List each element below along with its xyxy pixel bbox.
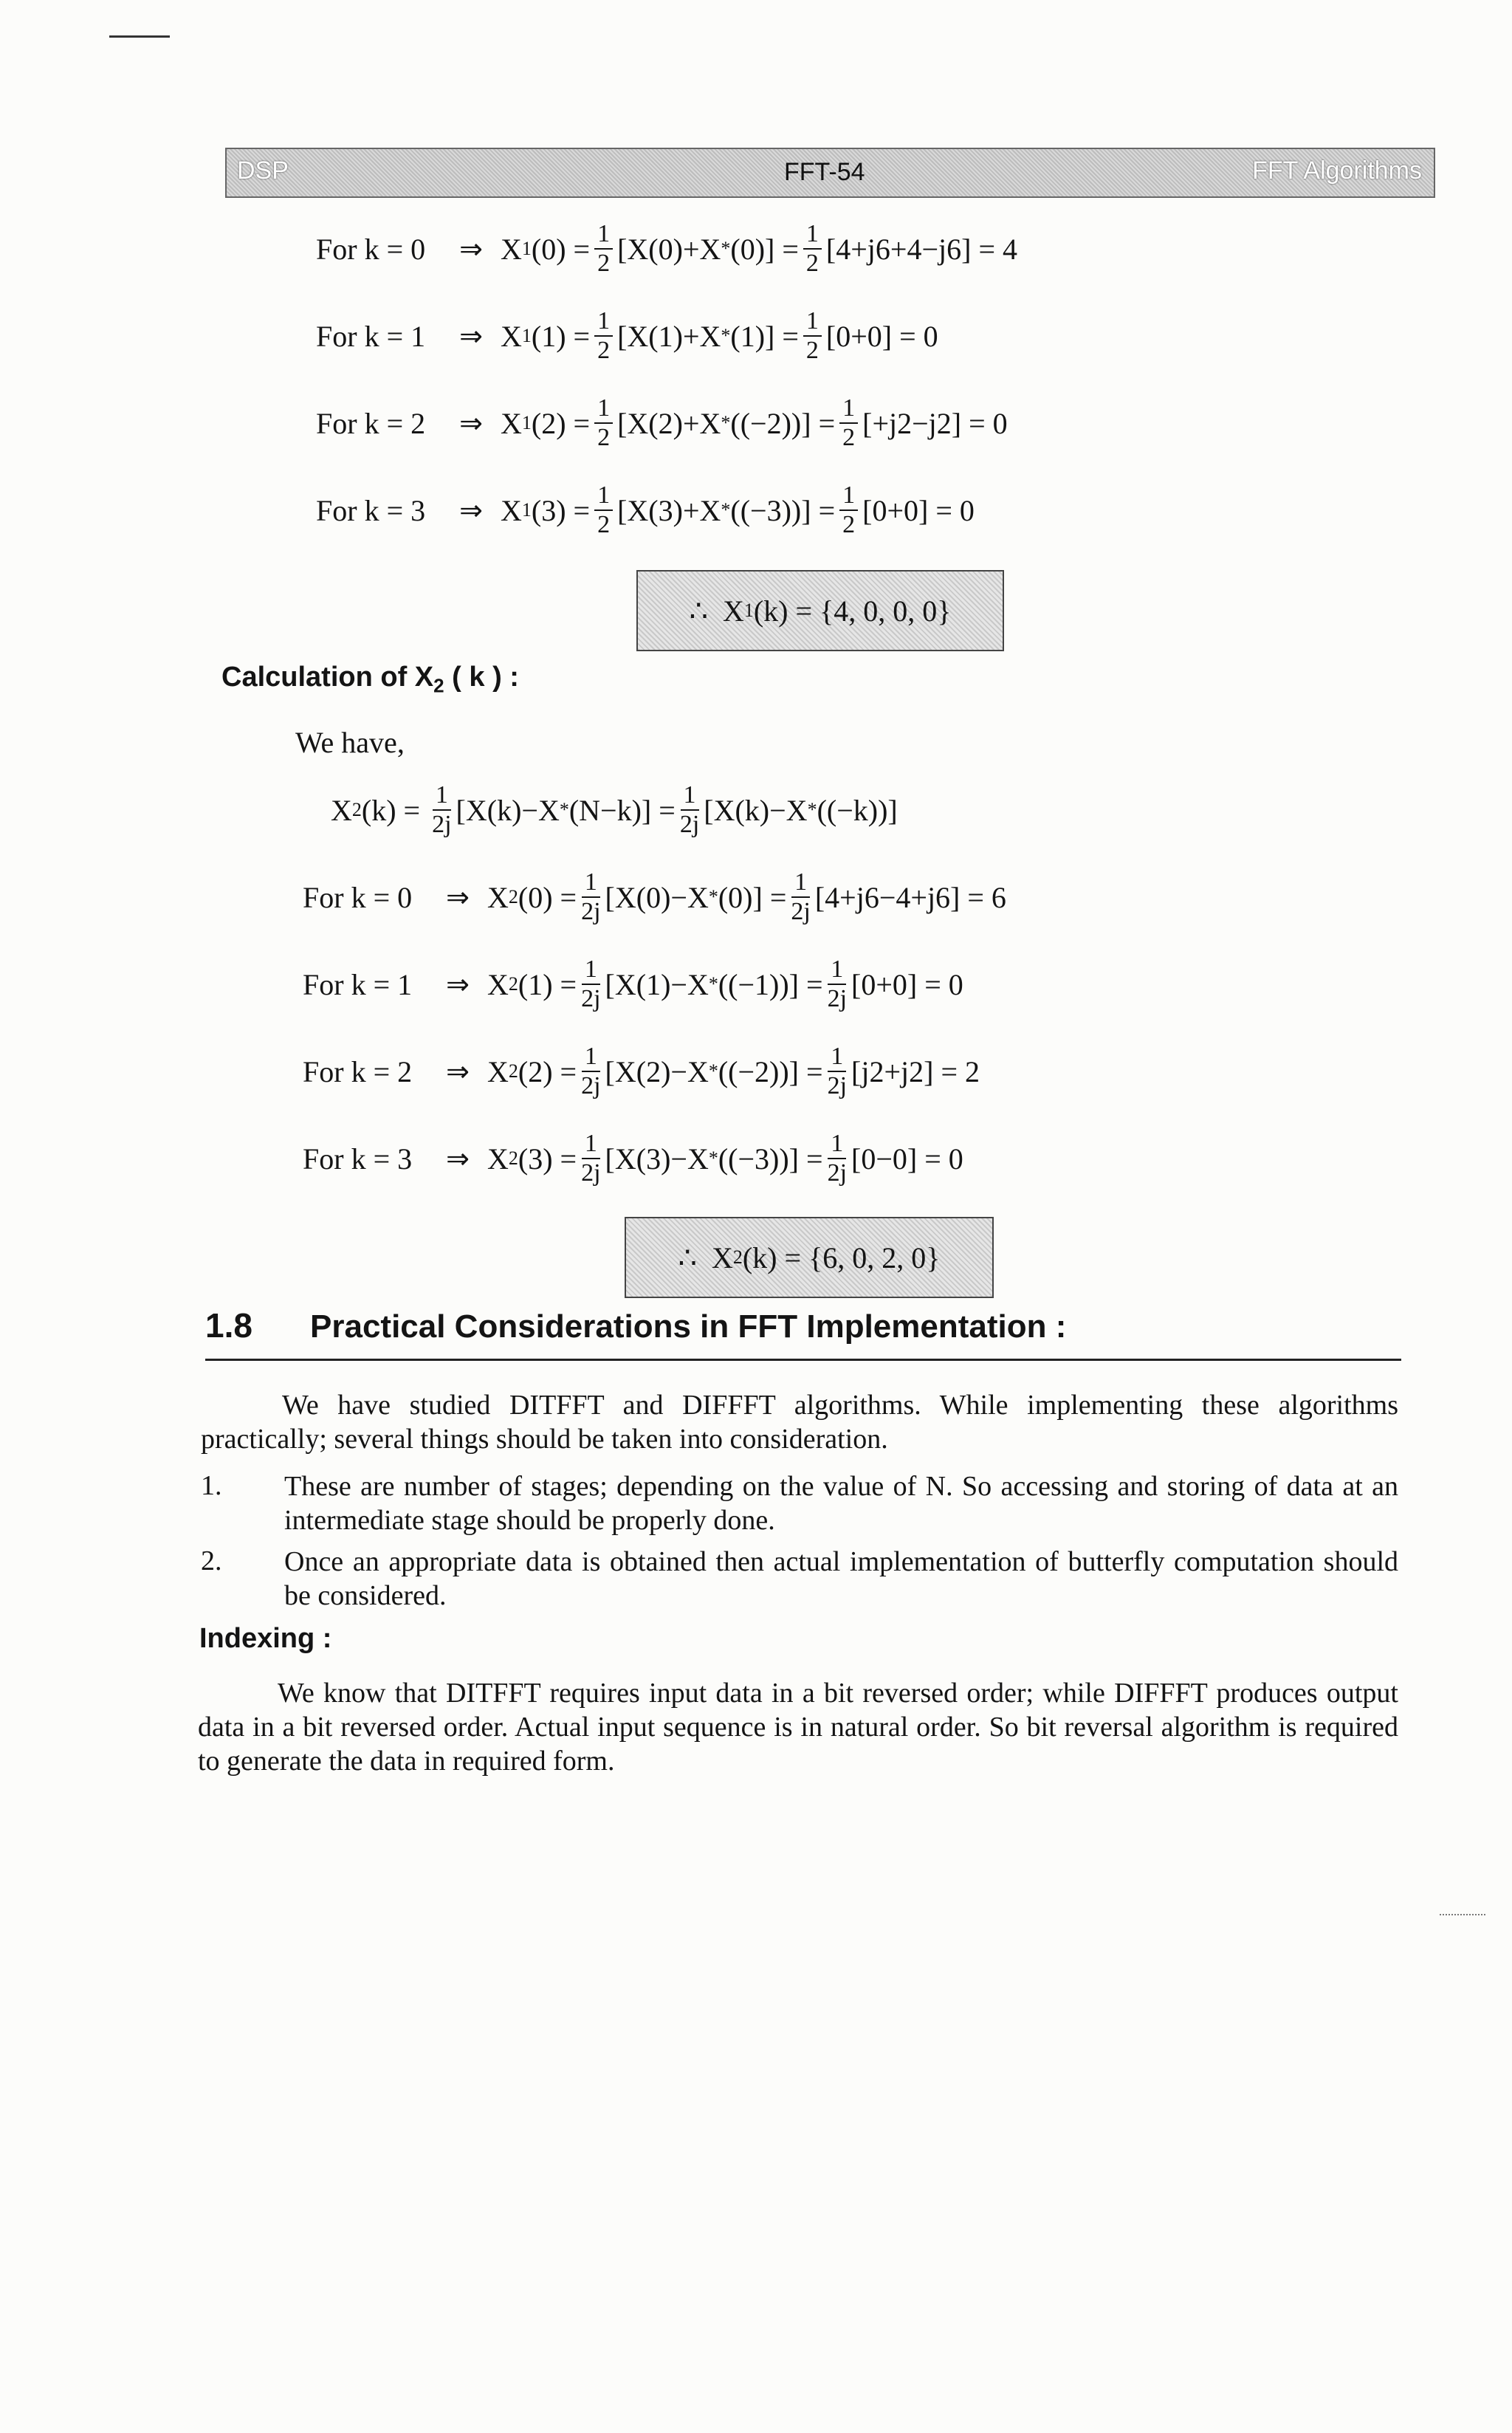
- header-subject: DSP: [237, 157, 289, 185]
- x2-row-0: For k = 0 ⇒ X 2 (0) = $\frac{1}{2j}$ [X(0)−X * (0)] = $\frac{1}{2j}$ [4+j6−4+j6] = 6: [303, 868, 1006, 925]
- one-over-2j-fraction: $\frac{1}{2j}$: [581, 868, 601, 925]
- one-over-2j-fraction: $\frac{1}{2j}$: [581, 955, 601, 1012]
- one-over-2j-fraction: $\frac{1}{2j}$: [827, 1043, 848, 1099]
- x1-result-box: ∴ X 1 (k) = {4, 0, 0, 0}: [636, 570, 1004, 651]
- x1-row-1: For k = 1 ⇒ X 1 (1) = $\frac{1}{2}$ [X(1)+X * (1)] = $\frac{1}{2}$ [0+0] = 0: [316, 307, 938, 364]
- section-rule: [205, 1359, 1401, 1361]
- x1-row-0: For k = 0 ⇒ X 1 (0) = $\frac{1}{2}$ [X(0)+X * (0)] = $\frac{1}{2}$ [4+j6+4−j6] = 4: [316, 220, 1018, 277]
- intro-paragraph: We have studied DITFFT and DIFFFT algorithms. While implementing these algorithms practically; several things should be taken into consideration.: [201, 1390, 1398, 1455]
- header-page-number: FFT-54: [784, 158, 865, 186]
- one-over-2j-fraction: $\frac{1}{2j}$: [827, 955, 848, 1012]
- x2-row-3: For k = 3 ⇒ X 2 (3) = $\frac{1}{2j}$ [X(3)−X * ((−3))] = $\frac{1}{2j}$ [0−0] = 0: [303, 1130, 963, 1187]
- one-over-2j-fraction: $\frac{1}{2j}$: [679, 781, 700, 838]
- we-have-text: We have,: [295, 726, 405, 759]
- half-fraction: $\frac{1}{2}$: [803, 222, 822, 276]
- section-title: Practical Considerations in FFT Implementation :: [310, 1308, 1067, 1345]
- list-number-1: 1.: [201, 1470, 222, 1501]
- half-fraction: $\frac{1}{2}$: [594, 309, 613, 363]
- one-over-2j-fraction: $\frac{1}{2j}$: [581, 1130, 601, 1187]
- list-number-2: 2.: [201, 1545, 222, 1576]
- x2-result-box: ∴ X 2 (k) = {6, 0, 2, 0}: [625, 1217, 994, 1298]
- header-chapter: FFT Algorithms: [1252, 157, 1422, 185]
- section-number: 1.8: [205, 1306, 252, 1345]
- scan-mark: [109, 35, 170, 38]
- list-item-2: Once an appropriate data is obtained then actual implementation of butterfly computation should be considered.: [284, 1546, 1398, 1611]
- list-item-1: These are number of stages; depending on the value of N. So accessing and storing of data at an intermediate stage should be properly done.: [284, 1471, 1398, 1536]
- indexing-paragraph: We know that DITFFT requires input data in a bit reversed order; while DIFFFT produces output data in a bit reversed order. Actual input sequence is in natural order. So bit reversal algorithm is required to generate the data in required form.: [198, 1678, 1398, 1777]
- one-over-2j-fraction: $\frac{1}{2j}$: [791, 868, 811, 925]
- margin-mark: [1440, 1914, 1485, 1915]
- x2-row-2: For k = 2 ⇒ X 2 (2) = $\frac{1}{2j}$ [X(2)−X * ((−2))] = $\frac{1}{2j}$ [j2+j2] = 2: [303, 1043, 980, 1099]
- page-header-band: [225, 148, 1435, 198]
- x2-definition: X 2 (k) = $\frac{1}{2j}$ [X(k)−X * (N−k)] = $\frac{1}{2j}$ [X(k)−X * ((−k))]: [331, 781, 898, 838]
- indexing-heading: Indexing :: [199, 1623, 332, 1654]
- half-fraction: $\frac{1}{2}$: [839, 483, 858, 538]
- half-fraction: $\frac{1}{2}$: [594, 222, 613, 276]
- one-over-2j-fraction: $\frac{1}{2j}$: [827, 1130, 848, 1187]
- half-fraction: $\frac{1}{2}$: [803, 309, 822, 363]
- x1-row-2: For k = 2 ⇒ X 1 (2) = $\frac{1}{2}$ [X(2)+X * ((−2))] = $\frac{1}{2}$ [+j2−j2] = 0: [316, 394, 1008, 451]
- calculation-heading: Calculation of $X_2$ ( k ) :: [221, 662, 519, 697]
- half-fraction: $\frac{1}{2}$: [594, 483, 613, 538]
- one-over-2j-fraction: $\frac{1}{2j}$: [432, 781, 452, 838]
- one-over-2j-fraction: $\frac{1}{2j}$: [581, 1043, 601, 1099]
- x1-row-3: For k = 3 ⇒ X 1 (3) = $\frac{1}{2}$ [X(3)+X * ((−3))] = $\frac{1}{2}$ [0+0] = 0: [316, 481, 975, 538]
- half-fraction: $\frac{1}{2}$: [839, 396, 858, 450]
- half-fraction: $\frac{1}{2}$: [594, 396, 613, 450]
- x2-row-1: For k = 1 ⇒ X 2 (1) = $\frac{1}{2j}$ [X(1)−X * ((−1))] = $\frac{1}{2j}$ [0+0] = 0: [303, 955, 963, 1012]
